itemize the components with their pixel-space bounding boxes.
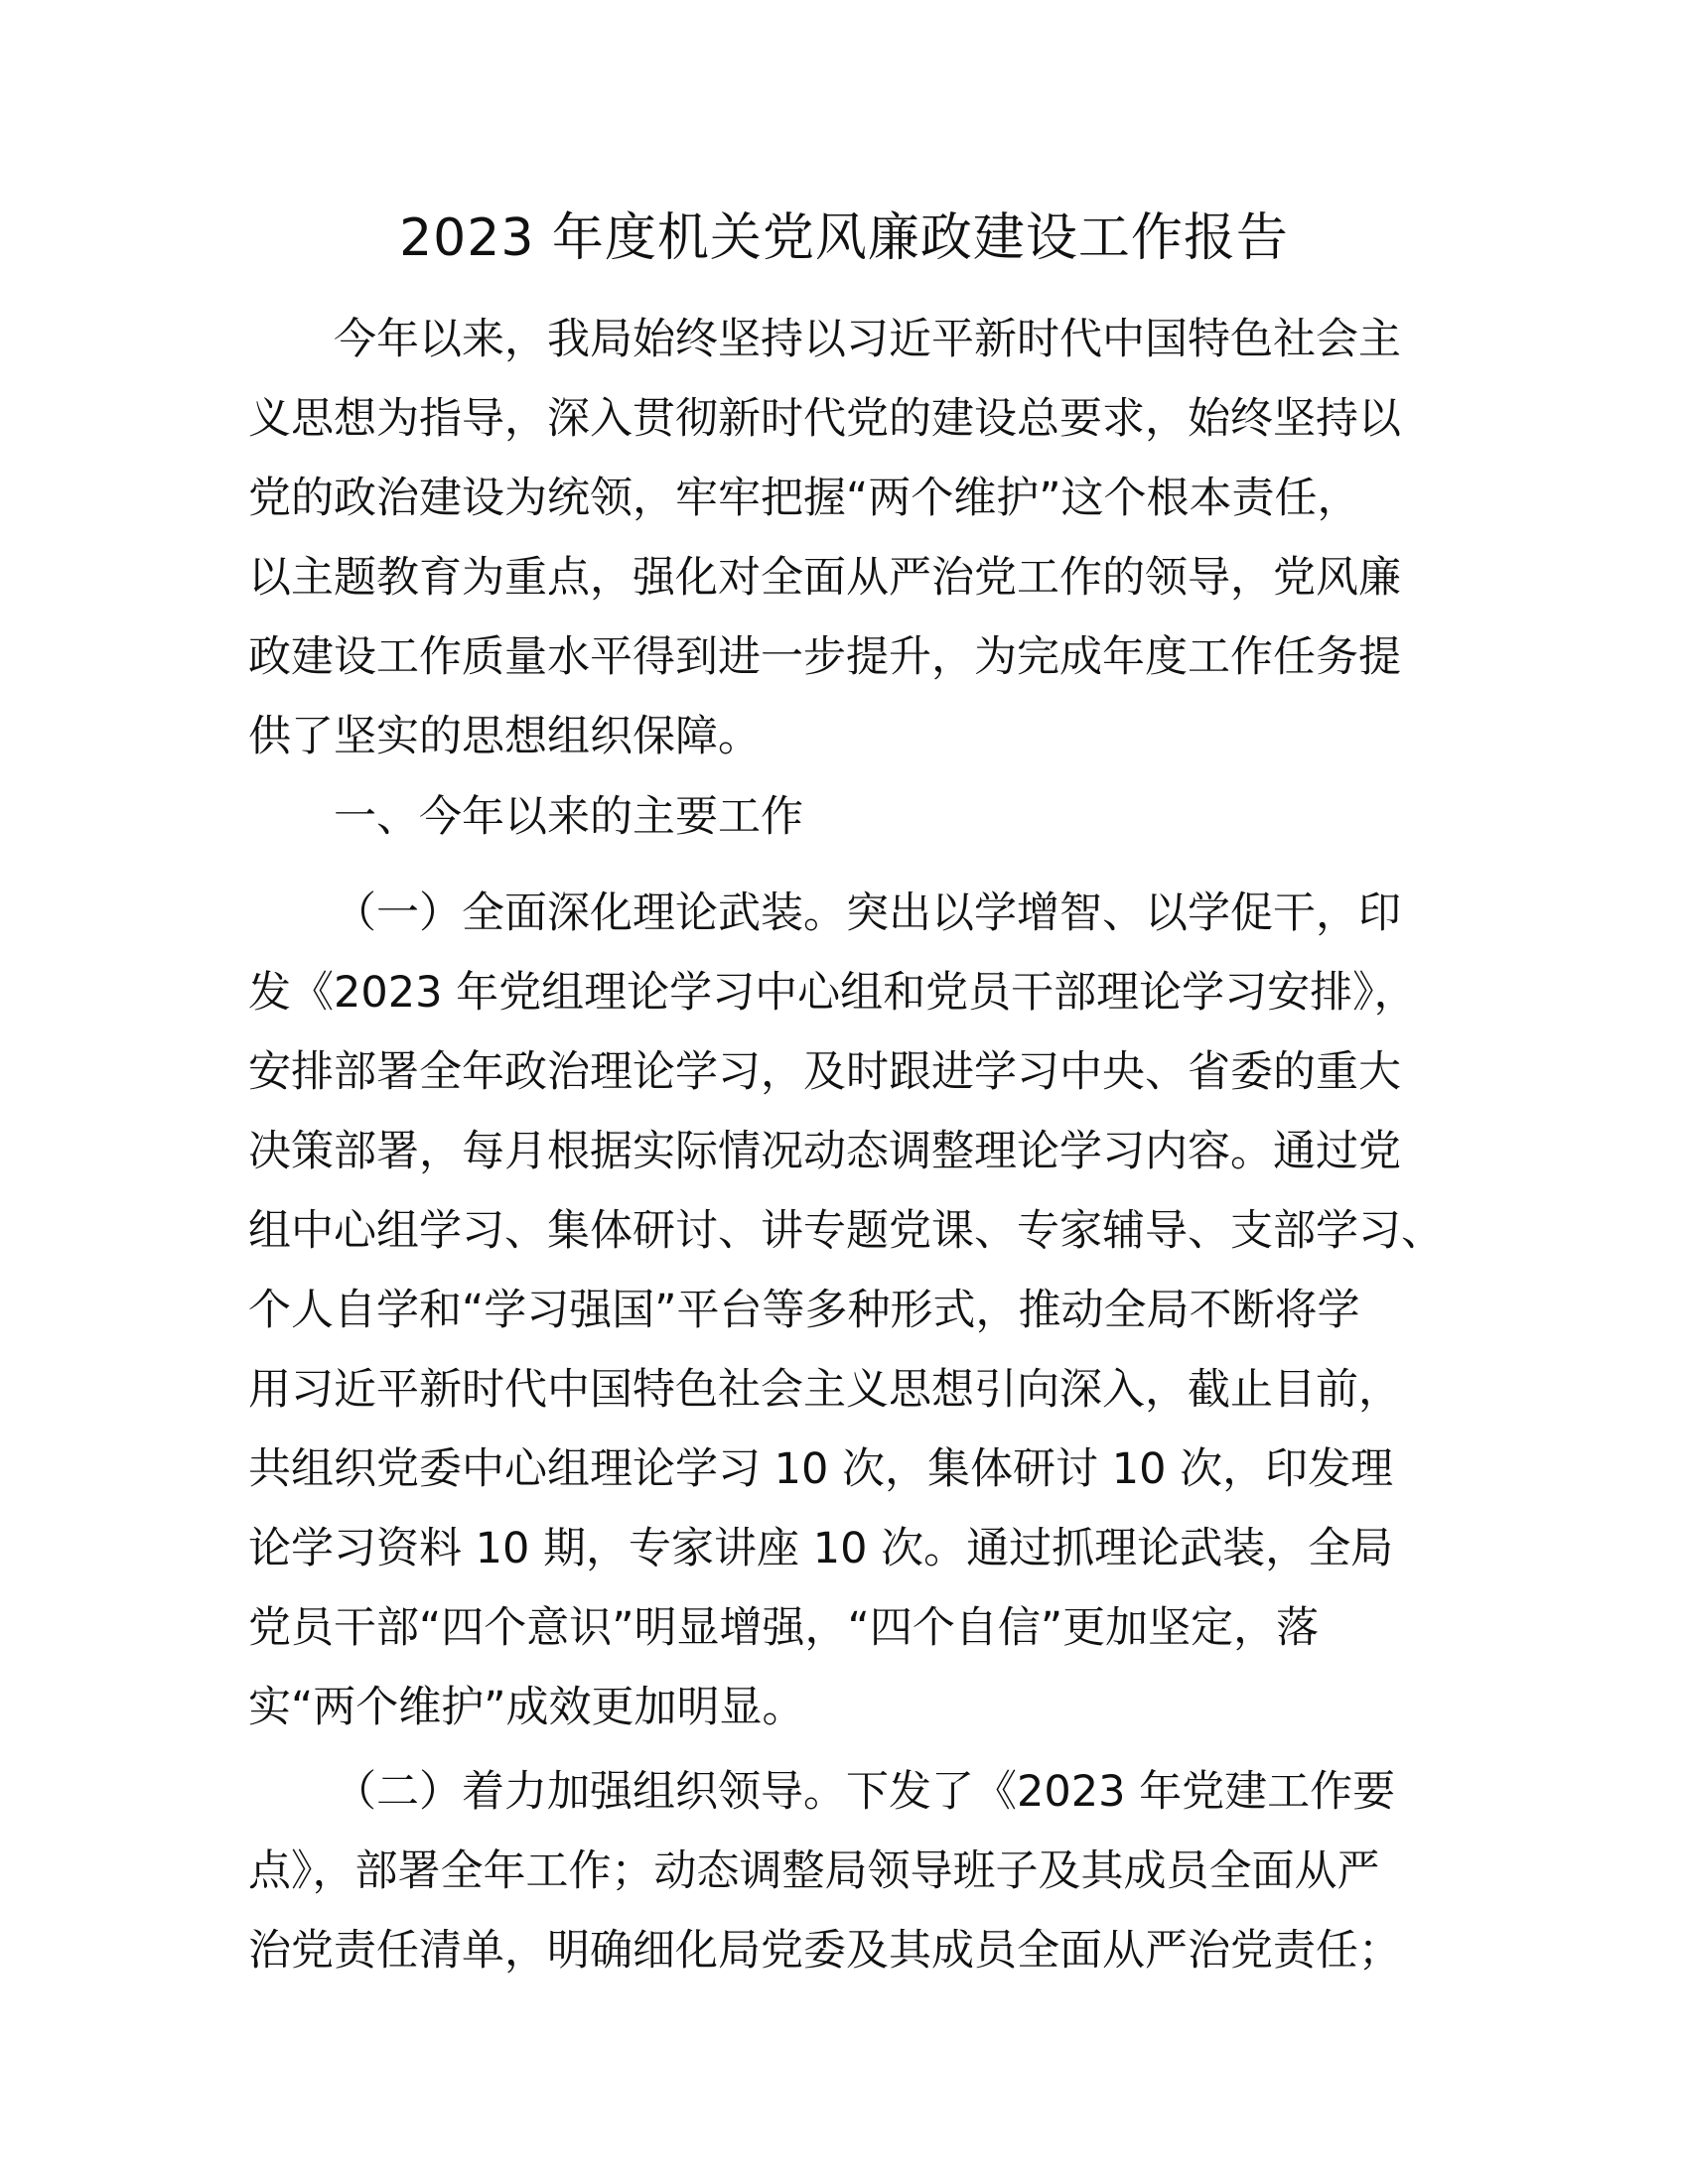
paragraph-line: 义思想为指导，深入贯彻新时代党的建设总要求，始终坚持以 [248,394,1401,444]
paragraph-line: 发《2023 年党组理论学习中心组和党员干部理论学习安排》， [248,968,1417,1018]
paragraph-line: （一）全面深化理论武装。突出以学增智、以学促干，印 [334,888,1401,938]
paragraph-line: 党员干部“四个意识”明显增强，“四个自信”更加坚定，落 [248,1603,1320,1653]
paragraph-line: 个人自学和“学习强国”平台等多种形式，推动全局不断将学 [248,1286,1360,1335]
paragraph-line: 点》，部署全年工作；动态调整局领导班子及其成员全面从严 [248,1846,1380,1896]
item-two-paragraph [248,1752,1440,1990]
paragraph-line: 政建设工作质量水平得到进一步提升，为完成年度工作任务提 [248,632,1401,682]
intro-paragraph [248,300,1440,776]
paragraph-line: 治党责任清单，明确细化局党委及其成员全面从严治党责任； [248,1926,1401,1976]
paragraph-line: 组中心组学习、集体研讨、讲专题党课、专家辅导、支部学习、 [248,1206,1444,1256]
paragraph-line: 实“两个维护”成效更加明显。 [248,1683,805,1732]
paragraph-line: 今年以来，我局始终坚持以习近平新时代中国特色社会主 [334,315,1401,364]
paragraph-line: 安排部署全年政治理论学习，及时跟进学习中央、省委的重大 [248,1047,1401,1097]
paragraph-line: 决策部署，每月根据实际情况动态调整理论学习内容。通过党 [248,1127,1401,1176]
document-title: 2023 年度机关党风廉政建设工作报告 [399,208,1289,268]
paragraph-line: 党的政治建设为统领，牢牢把握“两个维护”这个根本责任， [248,474,1360,523]
paragraph-line: 用习近平新时代中国特色社会主义思想引向深入，截止目前， [248,1365,1401,1415]
section-heading-text: 一、今年以来的主要工作 [334,792,803,842]
paragraph-line: 共组织党委中心组理论学习 10 次，集体研讨 10 次，印发理 [248,1444,1394,1494]
paragraph-line: 以主题教育为重点，强化对全面从严治党工作的领导，党风廉 [248,553,1401,603]
paragraph-line: （二）着力加强组织领导。下发了《2023 年党建工作要 [334,1767,1396,1817]
section-heading [248,777,1440,857]
item-one-paragraph [248,874,1444,1747]
paragraph-line: 论学习资料 10 期，专家讲座 10 次。通过抓理论武装，全局 [248,1524,1394,1573]
paragraph-line: 供了坚实的思想组织保障。 [248,712,761,761]
